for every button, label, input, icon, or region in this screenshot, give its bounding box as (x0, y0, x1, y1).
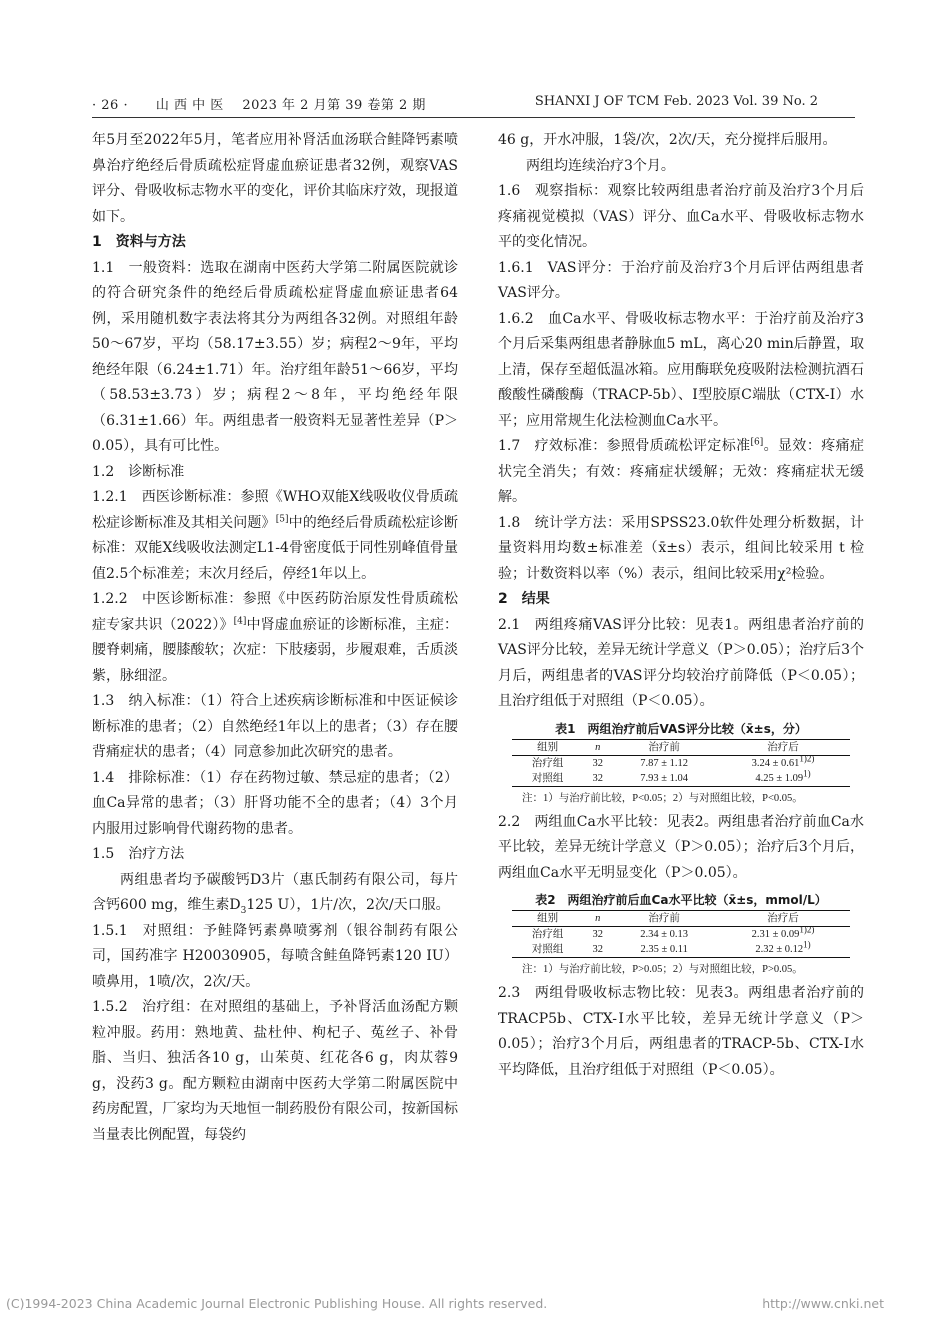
section-1-6-1: 1.6.1 VAS评分：于治疗前及治疗3个月后评估两组患者VAS评分。 (498, 259, 864, 301)
section-1-4: 1.4 排除标准：（1）存在药物过敏、禁忌症的患者；（2）血Ca异常的患者；（3）肝肾功能不全的患者；（4）3个月内服用过影响骨代谢药物的患者。 (92, 769, 458, 837)
table-2-grid (512, 910, 850, 958)
page-number: · 26 · (92, 98, 129, 113)
intro-paragraph: 年5月至2022年5月，笔者应用补肾活血汤联合鲑降钙素喷鼻治疗绝经后骨质疏松症肾虚血瘀证患者32例，观察VAS评分、骨吸收标志物水平的变化，评价其临床疗效，现报道如下。 (92, 132, 458, 225)
citation-4: [4] (233, 615, 247, 626)
section-1-1: 1.1 一般资料：选取在湖南中医药大学第二附属医院就诊的符合研究条件的绝经后骨质疏松症肾虚血瘀证患者64例，采用随机数字表法将其分为两组各32例。对照组年龄50～67岁，平均（58.17±3.55）岁；病程2～9年，平均绝经年限（6.24±1.71）年。治疗组年龄51～66岁，平均（58.53±3.73）岁；病程2～8年，平均绝经年限（6.31±1.66）年。两组患者一般资料无显著性差异（P＞0.05），具有可比性。 (92, 259, 458, 454)
section-1-2-2: 1.2.2 中医诊断标准：参照《中医药防治原发性骨质疏松症专家共识（2022）》[4]中肾虚血瘀证的诊断标准，主症：腰脊刺痛，腰膝酸软；次症：下肢痿弱，步履艰难，舌质淡紫，脉细涩。 (92, 591, 458, 684)
header-left (92, 94, 426, 113)
section-2-3: 2.3 两组骨吸收标志物比较：见表3。两组患者治疗前的TRACP5b、CTX-Ⅰ水平比较，差异无统计学意义（P＞0.05）；治疗3个月后，两组患者的TRACP-5b、CTX-Ⅰ水平均降低，且治疗组低于对照组（P＜0.05）。 (498, 985, 864, 1078)
section-1-2-heading: 1.2 诊断标准 (92, 463, 185, 480)
table-header: 治疗前 (612, 911, 716, 927)
section-1-5-heading: 1.5 治疗方法 (92, 846, 185, 862)
table-header: 组别 (512, 911, 583, 927)
section-1-6: 1.6 观察指标：观察比较两组患者治疗前及治疗3个月后疼痛视觉模拟（VAS）评分、血Ca水平、骨吸收标志物水平的变化情况。 (498, 183, 864, 250)
section-2-2: 2.2 两组血Ca水平比较：见表2。两组患者治疗前血Ca水平比较，差异无统计学意义（P＞0.05）；治疗后3个月后，两组血Ca水平无明显变化（P＞0.05）。 (498, 813, 864, 881)
left-column (92, 128, 458, 1148)
table-row: 对照组 32 2.35 ± 0.11 $2.32 \pm 0.12^{1)}$ (512, 942, 850, 958)
section-1-5-text: 两组患者均予碳酸钙D3片（惠氏制药有限公司，每片含钙600 mg，维生素$D_3125$ U），1片/次，2次/天口服。 (92, 871, 458, 916)
table-header: 组别 (512, 739, 583, 755)
table-1-title: 表1 两组治疗前后VAS评分比较（x̄±s，分） (555, 721, 807, 736)
table-2-title: 表2 两组治疗前后血Ca水平比较（x̄±s，mmol/L） (535, 893, 827, 907)
continued-paragraph: 46 g，开水冲服，1袋/次，2次/天，充分搅拌后服用。 (498, 132, 837, 148)
issue-info-cn: 2023 年 2 月第 39 卷第 2 期 (242, 98, 426, 113)
section-1-5-1: 1.5.1 对照组：予鲑降钙素鼻喷雾剂（银谷制药有限公司，国药准字 H20030905，每喷含鲑鱼降钙素120 IU）喷鼻用，1喷/次，2次/天。 (92, 922, 458, 990)
table-header: 治疗前 (612, 739, 716, 755)
table-row: 治疗组 32 2.34 ± 0.13 $2.31 \pm 0.09^{1)2)}$ (531, 924, 815, 940)
section-1-6-2: 1.6.2 血Ca水平、骨吸收标志物水平：于治疗前及治疗3个月后采集两组患者静脉血5 mL，离心20 min后静置，取上清，保存至超低温冰箱。应用酶联免疫吸附法检测抗酒石酸酸性磷酸酶（TRACP-5b）、Ⅰ型胶原C端肽（CTX-Ⅰ）水平；应用常规生化法检测血Ca水平。 (498, 310, 864, 429)
running-header (92, 94, 818, 116)
treatment-duration: 两组均连续治疗3个月。 (526, 157, 675, 174)
citation-6: [6] (750, 437, 764, 448)
table-1-note: 注：1）与治疗前比较，P<0.05；2）与对照组比较，P<0.05。 (522, 792, 803, 804)
section-1-7: 1.7 疗效标准：参照骨质疏松评定标准[6]。显效：疼痛症状完全消失；有效：疼痛症状缓解；无效：疼痛症状无缓解。 (498, 437, 864, 505)
cnki-link[interactable]: http://www.cnki.net (762, 1296, 884, 1311)
section-1-5-2: 1.5.2 治疗组：在对照组的基础上，予补肾活血汤配方颗粒冲服。药用：熟地黄、盐杜仲、枸杞子、菟丝子、补骨脂、当归、独活各10 g，山茱萸、红花各6 g，肉苁蓉9 g，没药3 g。配方颗粒由湖南中医药大学第二附属医院中药房配置，厂家均为天地恒一制药股份有限公司，按新国标当量表比例配置，每袋约 (92, 999, 458, 1143)
table-header: n (583, 911, 612, 927)
citation-5: [5] (275, 513, 289, 524)
section-2-1: 2.1 两组疼痛VAS评分比较：见表1。两组患者治疗前的VAS评分比较，差异无统计学意义（P＞0.05）；治疗后3个月后，两组患者的VAS评分均较治疗前降低（P＜0.05）；且治疗组低于对照组（P＜0.05）。 (498, 616, 864, 709)
journal-name-en: SHANXI J OF TCM Feb. 2023 Vol. 39 No. 2 (534, 94, 818, 109)
table-header: n (583, 739, 612, 755)
table-header: 治疗后 (716, 911, 850, 927)
journal-name-cn: 山 西 中 医 (155, 98, 224, 113)
table-header: 治疗后 (716, 739, 850, 755)
section-1-2-1: 1.2.1 西医诊断标准：参照《WHO双能X线吸收仪骨质疏松症诊断标准及其相关问题》[5]中的绝经后骨质疏松症诊断标准：双能X线吸收法测定L1-4骨密度低于同性别峰值骨量值2.5个标准差；末次月经后，停经1年以上。 (92, 489, 459, 582)
table-row: 治疗组 32 7.87 ± 1.12 $3.24 \pm 0.61^{1)2)}$ (531, 753, 815, 769)
table-2 (498, 890, 864, 978)
table-1-grid (512, 739, 850, 787)
section-1-3: 1.3 纳入标准：（1）符合上述疾病诊断标准和中医证候诊断标准的患者；（2）自然绝经1年以上的患者；（3）存在腰背痛症状的患者；（4）同意参加此次研究的患者。 (92, 693, 458, 760)
header-rule (92, 117, 855, 118)
table-row: 对照组 32 7.93 ± 1.04 $4.25 \pm 1.09^{1)}$ (512, 771, 850, 787)
section-1-8: 1.8 统计学方法：采用SPSS23.0软件处理分析数据，计量资料用均数±标准差（x̄±s）表示，组间比较采用 t 检验；计数资料以率（%）表示，组间比较采用χ²检验。 (498, 514, 864, 582)
section-1-heading: 1 资料与方法 (92, 234, 186, 250)
section-2-heading: 2 结果 (498, 591, 550, 607)
copyright-text: (C)1994-2023 China Academic Journal Electronic Publishing House. All rights reserved. (6, 1296, 548, 1311)
table-2-note: 注：1）与治疗前比较，P>0.05；2）与对照组比较，P>0.05。 (522, 964, 803, 975)
right-column (498, 128, 864, 1083)
table-1 (498, 719, 864, 807)
